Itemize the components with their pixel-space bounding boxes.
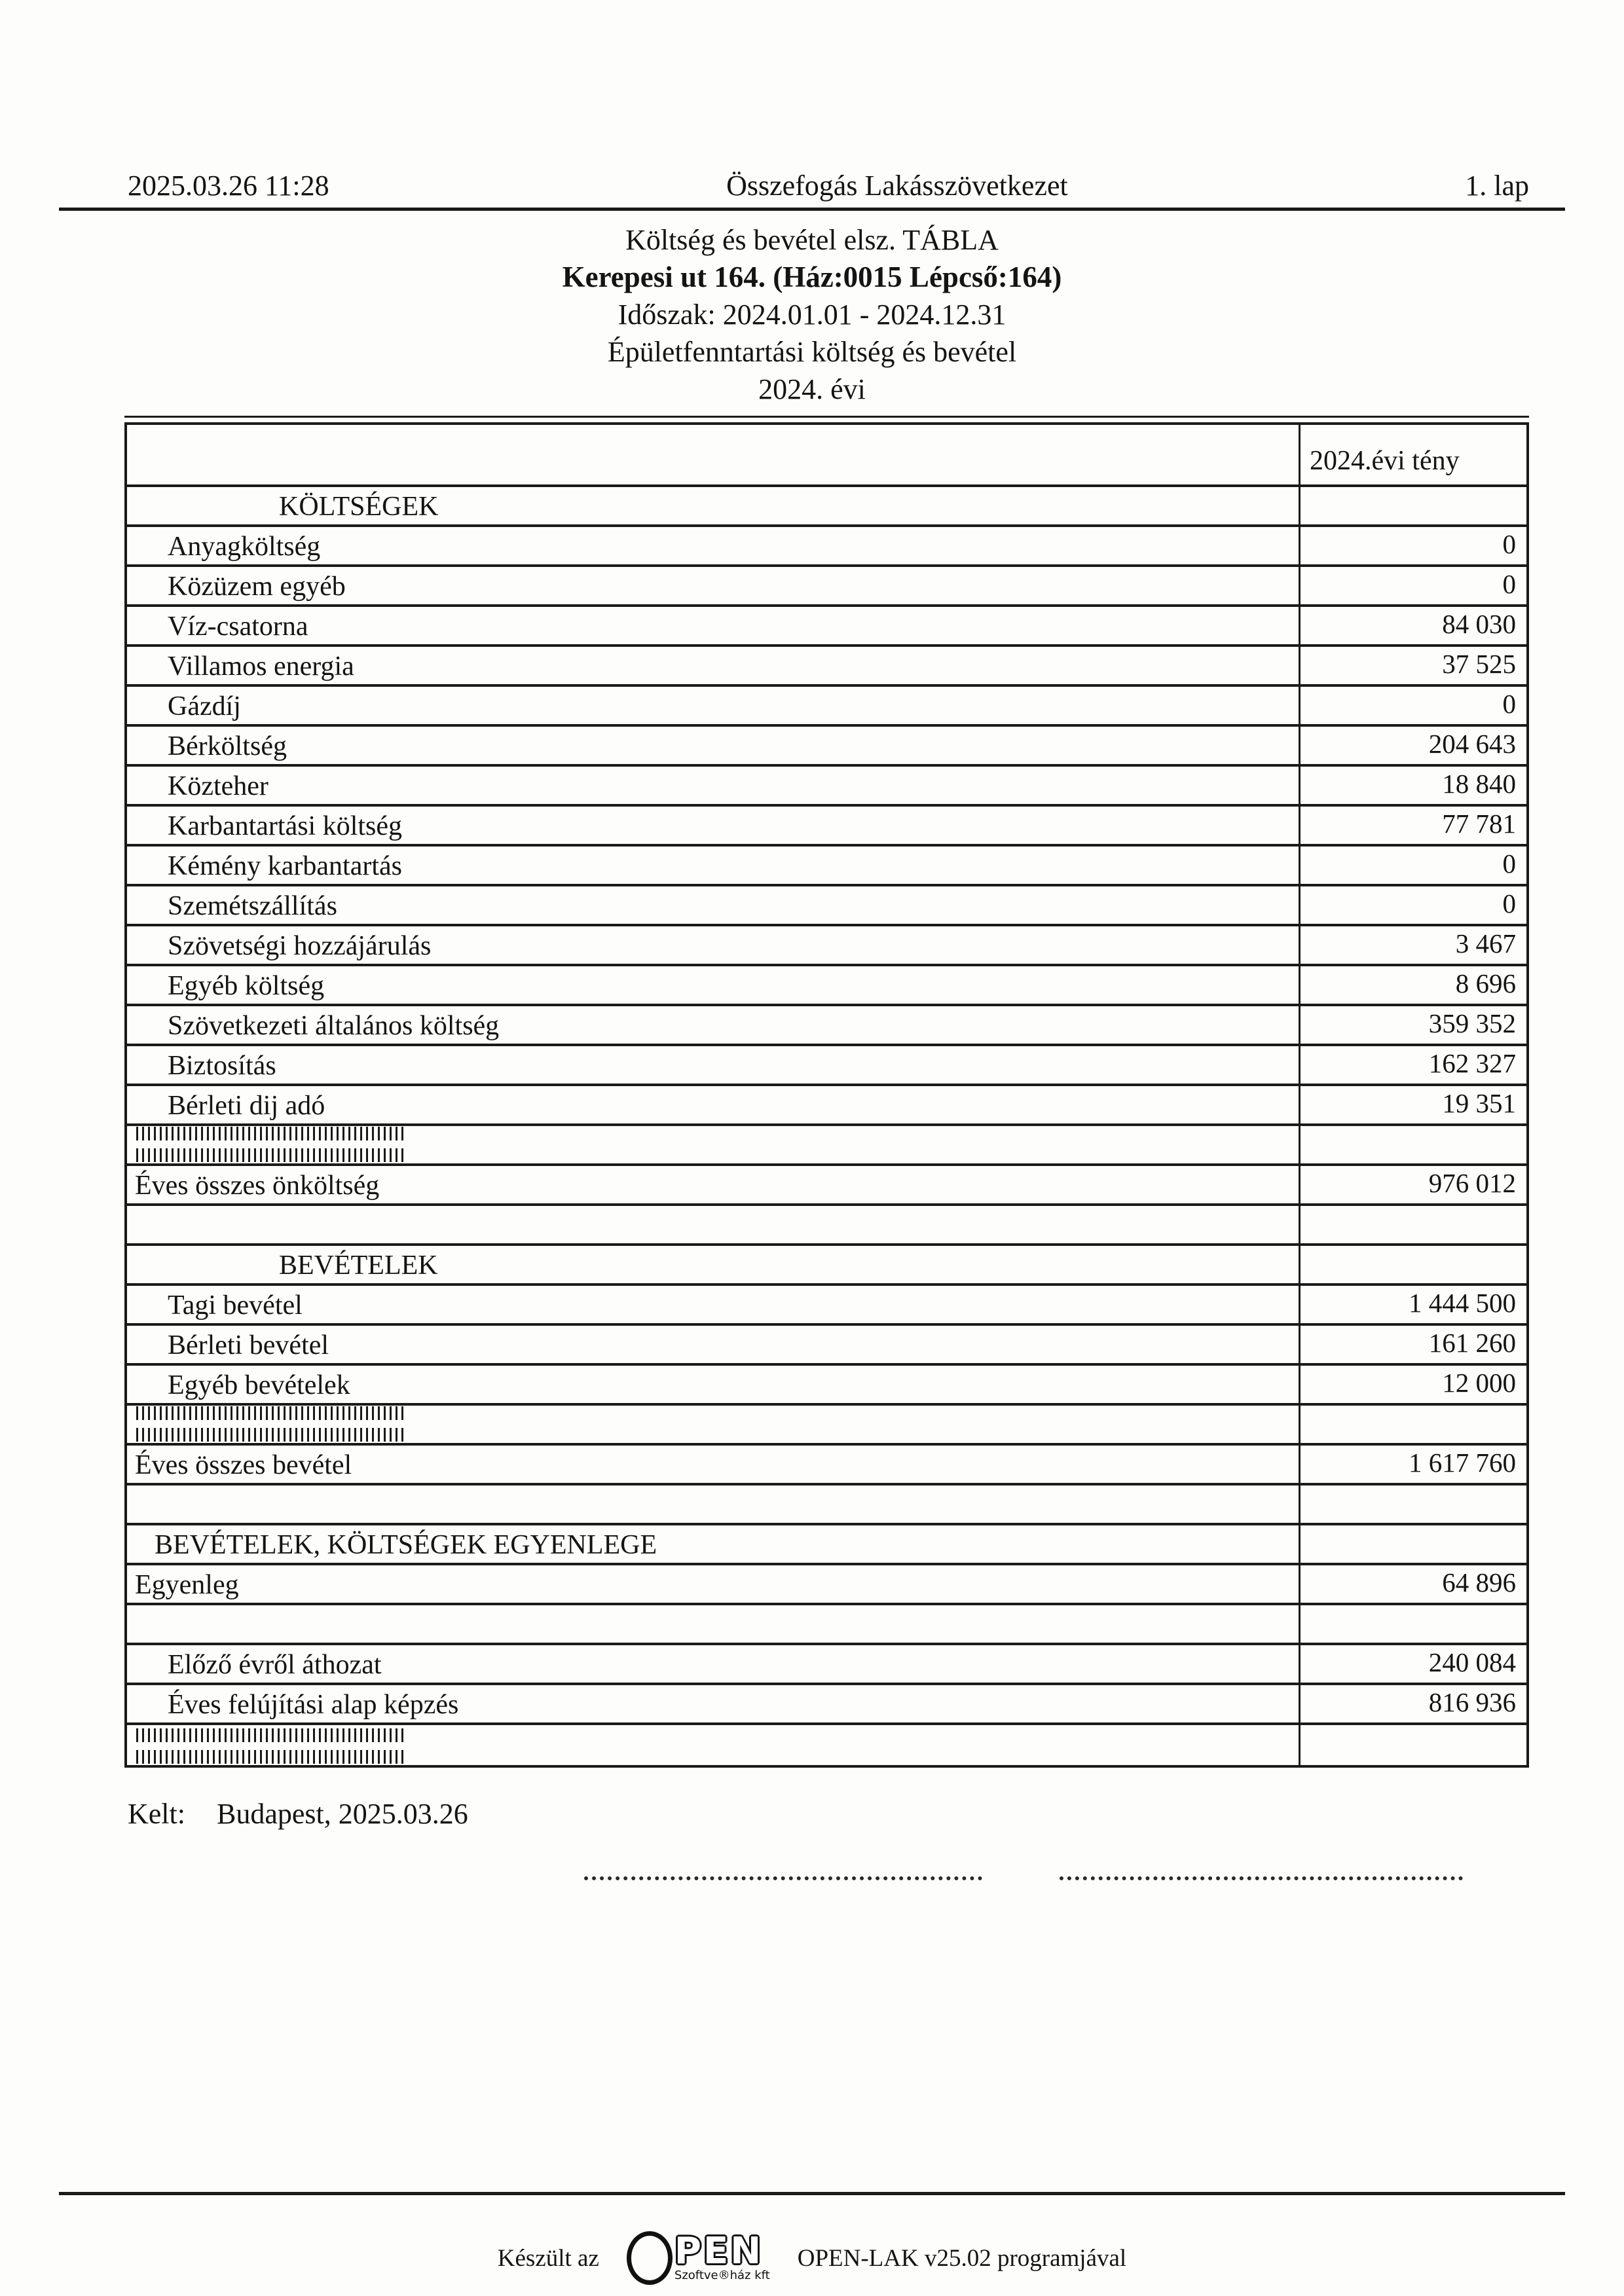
row-value: 359 352 — [1428, 1008, 1516, 1038]
row-value: 64 896 — [1442, 1567, 1516, 1597]
address-line: Kerepesi ut 164. (Ház:0015 Lépcső:164) — [562, 261, 1062, 293]
table-row — [127, 567, 1526, 607]
dated-line — [128, 1797, 468, 1831]
row-label — [127, 1126, 1301, 1163]
row-value: 19 351 — [1442, 1088, 1516, 1118]
table-row — [127, 767, 1526, 807]
row-value: 8 696 — [1455, 968, 1516, 998]
hatch-pattern-icon — [136, 1127, 403, 1162]
header-label-cell — [127, 425, 1301, 484]
table-row — [127, 1166, 1526, 1206]
row-value — [1301, 1485, 1526, 1523]
row-value: 1 617 760 — [1409, 1448, 1516, 1478]
row-value: 77 781 — [1442, 809, 1516, 839]
table-row — [127, 926, 1526, 966]
signature-line-left — [584, 1876, 982, 1880]
row-label: Közüzem egyéb — [127, 567, 1301, 604]
subtitle-line: Épületfenntartási költség és bevétel — [607, 336, 1017, 368]
row-value: 0 — [1502, 529, 1516, 559]
row-value — [1301, 1406, 1526, 1443]
table-row — [127, 1685, 1526, 1725]
row-label: Szövetségi hozzájárulás — [127, 926, 1301, 964]
row-label: Bérleti dij adó — [127, 1086, 1301, 1123]
row-label: Tagi bevétel — [127, 1286, 1301, 1323]
row-label: Éves felújítási alap képzés — [127, 1685, 1301, 1722]
row-label: Közteher — [127, 767, 1301, 804]
row-value — [1301, 1246, 1526, 1283]
table-row — [127, 1326, 1526, 1366]
open-logo-circle-icon — [627, 2231, 673, 2285]
year-line: 2024. évi — [758, 373, 866, 405]
row-label: Szemétszállítás — [127, 886, 1301, 924]
row-label: Éves összes önköltség — [127, 1166, 1301, 1203]
table-row — [127, 1126, 1526, 1166]
row-label: Előző évről áthozat — [127, 1645, 1301, 1683]
table-row — [127, 1525, 1526, 1565]
page-header — [59, 169, 1565, 211]
row-value — [1301, 1525, 1526, 1563]
hatch-pattern-icon — [136, 1406, 403, 1442]
row-label: Gázdíj — [127, 687, 1301, 724]
table-row — [127, 1206, 1526, 1246]
row-value — [1301, 1605, 1526, 1643]
row-value — [1301, 487, 1526, 524]
row-value — [1301, 1206, 1526, 1243]
row-value: 161 260 — [1428, 1328, 1516, 1358]
organization-name: Összefogás Lakásszövetkezet — [726, 170, 1068, 202]
row-value: 3 467 — [1455, 928, 1516, 958]
row-value: 84 030 — [1442, 609, 1516, 639]
row-value: 0 — [1502, 848, 1516, 879]
row-value: 37 525 — [1442, 649, 1516, 679]
row-label: Egyéb költség — [127, 966, 1301, 1004]
table-row — [127, 1565, 1526, 1605]
row-label: Egyéb bevételek — [127, 1366, 1301, 1403]
row-value: 12 000 — [1442, 1368, 1516, 1398]
row-label — [127, 1605, 1301, 1643]
table-row — [127, 1446, 1526, 1485]
page-number: 1. lap — [1465, 170, 1529, 202]
row-value: 0 — [1502, 888, 1516, 919]
row-label: Bérleti bevétel — [127, 1326, 1301, 1363]
open-logo-subtext: Szoftve®ház kft — [674, 2268, 770, 2282]
made-with-prefix: Készült az — [497, 2244, 599, 2272]
row-label: BEVÉTELEK, KÖLTSÉGEK EGYENLEGE — [127, 1525, 1301, 1563]
table-row — [127, 1046, 1526, 1086]
value-column-header: 2024.évi tény — [1310, 446, 1460, 476]
row-label: Egyenleg — [127, 1565, 1301, 1603]
cost-revenue-table — [124, 422, 1529, 1768]
footer-rule — [59, 2192, 1565, 2195]
row-label: KÖLTSÉGEK — [127, 487, 1301, 524]
period-line: Időszak: 2024.01.01 - 2024.12.31 — [618, 299, 1006, 331]
title-block — [0, 221, 1624, 408]
table-row — [127, 1246, 1526, 1286]
dated-label: Kelt: — [128, 1798, 185, 1830]
table-row — [127, 647, 1526, 687]
row-value: 0 — [1502, 689, 1516, 719]
row-label: Villamos energia — [127, 647, 1301, 684]
table-row — [127, 687, 1526, 727]
row-label — [127, 1725, 1301, 1765]
row-value: 0 — [1502, 569, 1516, 599]
table-row — [127, 527, 1526, 567]
row-label — [127, 1206, 1301, 1243]
printed-timestamp: 2025.03.26 11:28 — [128, 170, 329, 202]
table-row — [127, 1406, 1526, 1446]
row-label: Anyagköltség — [127, 527, 1301, 564]
footer — [0, 2231, 1624, 2285]
row-value: 816 936 — [1428, 1687, 1516, 1717]
report-title: Költség és bevétel elsz. TÁBLA — [625, 224, 999, 256]
table-row — [127, 1006, 1526, 1046]
table-row — [127, 1086, 1526, 1126]
table-row — [127, 847, 1526, 886]
row-value: 240 084 — [1428, 1647, 1516, 1677]
table-row — [127, 1605, 1526, 1645]
table-row — [127, 1286, 1526, 1326]
table-row — [127, 1485, 1526, 1525]
table-header-row — [127, 425, 1526, 487]
row-value: 162 327 — [1428, 1048, 1516, 1078]
row-label: Szövetkezeti általános költség — [127, 1006, 1301, 1044]
table-row — [127, 1366, 1526, 1406]
row-label: BEVÉTELEK — [127, 1246, 1301, 1283]
row-label: Karbantartási költség — [127, 807, 1301, 844]
row-label: Biztosítás — [127, 1046, 1301, 1084]
open-logo — [627, 2231, 770, 2285]
dated-value: Budapest, 2025.03.26 — [216, 1798, 468, 1830]
row-label: Kémény karbantartás — [127, 847, 1301, 884]
row-value: 976 012 — [1428, 1168, 1516, 1198]
open-logo-text: PEN — [674, 2229, 764, 2272]
row-value — [1301, 1725, 1526, 1765]
table-row — [127, 607, 1526, 647]
row-label — [127, 1406, 1301, 1443]
row-label: Víz-csatorna — [127, 607, 1301, 644]
row-value: 1 444 500 — [1409, 1288, 1516, 1318]
row-label — [127, 1485, 1301, 1523]
row-label: Bérköltség — [127, 727, 1301, 764]
signature-line-right — [1060, 1876, 1463, 1880]
table-row — [127, 1645, 1526, 1685]
row-value: 204 643 — [1428, 729, 1516, 759]
table-row — [127, 807, 1526, 847]
row-value — [1301, 1126, 1526, 1163]
table-row — [127, 727, 1526, 767]
table-row — [127, 966, 1526, 1006]
made-with-suffix: OPEN-LAK v25.02 programjával — [797, 2244, 1127, 2272]
table-row — [127, 487, 1526, 527]
row-label: Éves összes bevétel — [127, 1446, 1301, 1483]
table-row — [127, 886, 1526, 926]
hatch-pattern-icon — [136, 1728, 403, 1764]
table-row — [127, 1725, 1526, 1765]
row-value: 18 840 — [1442, 769, 1516, 799]
